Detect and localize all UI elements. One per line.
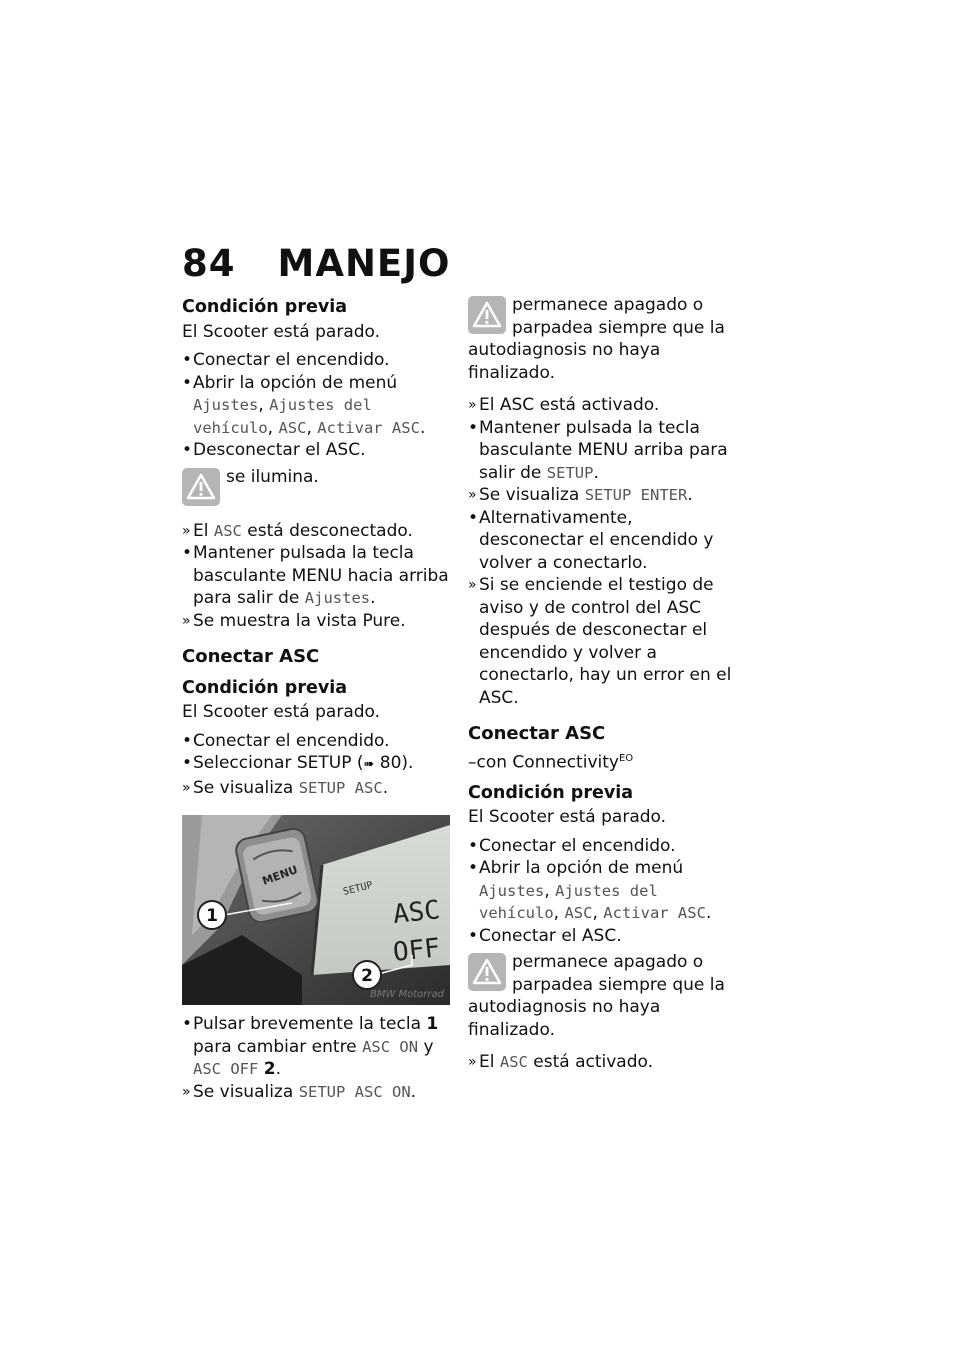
bullet-icon: • (468, 925, 479, 946)
result-item: » Se visualiza SETUP ENTER. (468, 485, 693, 505)
bullet-icon: • (182, 440, 193, 460)
step-item: • Pulsar brevemente la tecla 1 para cambiar entre ASC ON y ASC OFF 2. (182, 1014, 439, 1079)
step-item: • Desconectar el ASC. (182, 440, 366, 460)
section-heading: Conectar ASC (182, 646, 320, 667)
bullet-icon: • (182, 1014, 193, 1034)
result-item: » Se visualiza SETUP ASC. (182, 777, 389, 798)
page-reference-icon: ➠ (363, 757, 375, 772)
section-heading: Condición previa (468, 782, 634, 803)
page-header (182, 242, 450, 285)
callout-2: 2 (361, 966, 373, 986)
result-item: » El ASC está desconectado. (182, 520, 413, 541)
section-heading: Condición previa (182, 677, 348, 698)
result-arrow-icon: » (468, 1054, 477, 1071)
step-item: • Mantener pulsada la tecla basculante MENU arriba para salir de SETUP. (468, 417, 728, 483)
right-column (468, 288, 740, 1074)
bullet-icon: • (468, 417, 479, 438)
bullet-icon: • (182, 372, 193, 393)
result-item: » El ASC está activado. (468, 395, 660, 415)
bullet-icon: • (182, 543, 193, 563)
result-arrow-icon: » (182, 612, 191, 629)
bullet-icon: • (468, 507, 479, 528)
callout-1: 1 (206, 906, 218, 926)
instrument-photo (182, 815, 450, 1005)
step-item: • Alternativamente, desconectar el encendido y volver a conectarlo. (468, 507, 714, 573)
step-item: • Conectar el encendido. (182, 730, 390, 751)
section-heading: Conectar ASC (468, 723, 606, 744)
warning-triangle-icon (182, 468, 220, 506)
result-item: » El ASC está activado. (468, 1052, 654, 1073)
bullet-icon: • (182, 730, 193, 751)
menu-key-label: MENU (260, 863, 300, 888)
step-item: • Conectar el encendido. (468, 835, 676, 856)
step-item: • Seleccionar SETUP (➠ 80). (182, 753, 414, 773)
result-arrow-icon: » (468, 397, 477, 413)
result-arrow-icon: » (182, 1083, 191, 1100)
step-item: • Mantener pulsada la tecla basculante MENU hacia arriba para salir de Ajustes. (182, 543, 449, 608)
warning-note: se ilumina. (182, 466, 450, 510)
lcd-asc-text: ASC (391, 895, 442, 930)
bullet-icon: • (182, 753, 193, 773)
warning-note: permanece apagado o parpadea siempre que la autodiagnosis no haya finalizado. (468, 295, 725, 383)
section-subheading: –con Connectivity$^{EO}$ (468, 752, 634, 773)
page-title: MANEJO (277, 242, 451, 285)
step-item: • Abrir la opción de menú Ajustes, Ajustes del vehículo, ASC, Activar ASC. (468, 858, 712, 924)
step-item: • Conectar el encendido. (182, 350, 390, 370)
warning-triangle-icon (468, 953, 506, 991)
bullet-icon: • (468, 835, 479, 856)
page-number: 84 (182, 242, 236, 285)
result-arrow-icon: » (182, 522, 191, 539)
bullet-icon: • (182, 350, 193, 370)
photo-watermark: BMW Motorrad (369, 989, 444, 1000)
bullet-icon: • (468, 858, 479, 879)
lcd-setup-text: SETUP (342, 879, 374, 898)
result-item: » Se muestra la vista Pure. (182, 610, 406, 631)
result-item: » Se visualiza SETUP ASC ON. (182, 1081, 417, 1102)
result-arrow-icon: » (468, 487, 477, 503)
section-heading: Condición previa (182, 297, 348, 317)
paragraph: El Scooter está parado. (182, 321, 381, 342)
result-arrow-icon: » (468, 577, 477, 593)
lcd-off-text: OFF (391, 933, 442, 968)
step-item: • Abrir la opción de menú Ajustes, Ajustes del vehículo, ASC, Activar ASC. (182, 372, 426, 438)
step-item: • Conectar el ASC. (468, 925, 622, 946)
result-arrow-icon: » (182, 779, 191, 796)
warning-note: permanece apagado o parpadea siempre que la autodiagnosis no haya finalizado. (468, 952, 725, 1040)
paragraph: El Scooter está parado. (182, 702, 381, 722)
warning-triangle-icon (468, 296, 506, 334)
left-column (182, 288, 450, 1103)
result-item: » Si se enciende el testigo de aviso y de control del ASC después de desconectar el encendido y volver a conectarlo, hay un error en el ASC. (468, 575, 732, 708)
paragraph: El Scooter está parado. (468, 807, 667, 828)
